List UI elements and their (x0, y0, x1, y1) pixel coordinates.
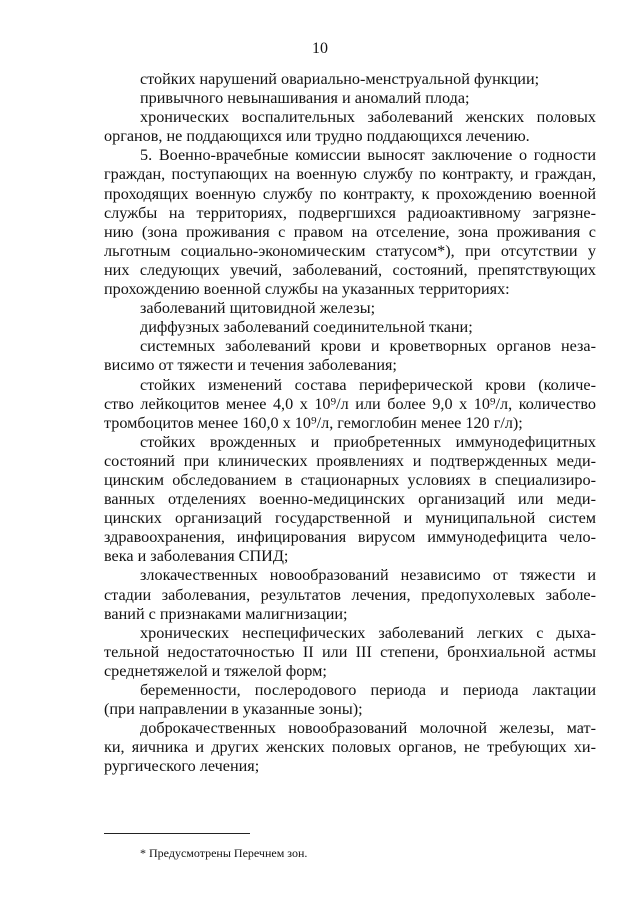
footnote: * Предусмотрены Перечнем зон. (140, 846, 308, 860)
text-line: ки, яичника и других женских половых органов, не требующих хи- (104, 738, 596, 757)
text-line: злокачественных новообразований независимо от тяжести и (140, 566, 596, 585)
text-line: здравоохранения, инфицирования вирусом иммунодефицита чело- (104, 528, 596, 547)
text-line: цинским обследованием в стационарных условиях в специализиро- (104, 470, 596, 489)
text-line: века и заболевания СПИД; (104, 547, 289, 566)
text-line: тельной недостаточностью II или III степени, бронхиальной астмы (104, 642, 596, 661)
text-line: диффузных заболеваний соединительной ткани; (140, 318, 473, 337)
text-line: службы на территориях, подвергшихся радиоактивному загрязне- (104, 203, 596, 222)
body-text (104, 70, 596, 776)
footnote-divider (104, 833, 250, 834)
text-line: ство лейкоцитов менее 4,0 х 10⁹/л или более 9,0 х 10⁹/л, количество (104, 394, 596, 413)
text-line: льготным социально-экономическим статусом*), при отсутствии у (104, 241, 596, 260)
text-line: ваний с признаками малигнизации; (104, 604, 348, 623)
text-line: доброкачественных новообразований молочной железы, мат- (140, 719, 596, 738)
text-line: граждан, поступающих на военную службу по контракту, и граждан, (104, 165, 596, 184)
text-line: стойких изменений состава периферической крови (количе- (140, 375, 596, 394)
text-line: них следующих увечий, заболеваний, состояний, препятствующих (104, 260, 596, 279)
text-line: стойких врожденных и приобретенных иммунодефицитных (140, 432, 596, 451)
text-line: рургического лечения; (104, 757, 260, 776)
text-line: привычного невынашивания и аномалий плода; (140, 89, 470, 108)
text-line: беременности, послеродового периода и периода лактации (140, 681, 596, 699)
text-line: хронических воспалительных заболеваний женских половых (140, 108, 596, 127)
text-line: системных заболеваний крови и кроветворных органов неза- (140, 337, 596, 356)
text-line: висимо от тяжести и течения заболевания; (104, 356, 397, 375)
text-line: проходящих военную службу по контракту, к прохождению военной (104, 184, 596, 203)
text-line: тромбоцитов менее 160,0 х 10⁹/л, гемоглобин менее 120 г/л); (104, 413, 523, 432)
text-line: заболеваний щитовидной железы; (140, 299, 376, 318)
text-line: стадии заболевания, результатов лечения, предопухолевых заболе- (104, 585, 596, 604)
text-line: ванных отделениях военно-медицинских организаций или меди- (104, 490, 596, 509)
text-line: нию (зона проживания с правом на отселение, зона проживания с (104, 222, 596, 241)
text-line: прохождению военной службы на указанных территориях: (104, 280, 510, 299)
text-line: состояний при клинических проявлениях и подтвержденных меди- (104, 451, 596, 470)
text-line: органов, не поддающихся или трудно поддающихся лечению. (104, 127, 530, 146)
page-number: 10 (312, 40, 328, 57)
text-line: (при направлении в указанные зоны); (104, 700, 363, 719)
text-line: 5. Военно-врачебные комиссии выносят заключение о годности (140, 146, 596, 165)
text-line: хронических неспецифических заболеваний легких с дыха- (140, 623, 596, 642)
text-line: цинских организаций государственной и муниципальной систем (104, 509, 596, 528)
text-line: стойких нарушений овариально-менструальной функции; (140, 70, 540, 88)
text-line: среднетяжелой и тяжелой форм; (104, 661, 327, 680)
